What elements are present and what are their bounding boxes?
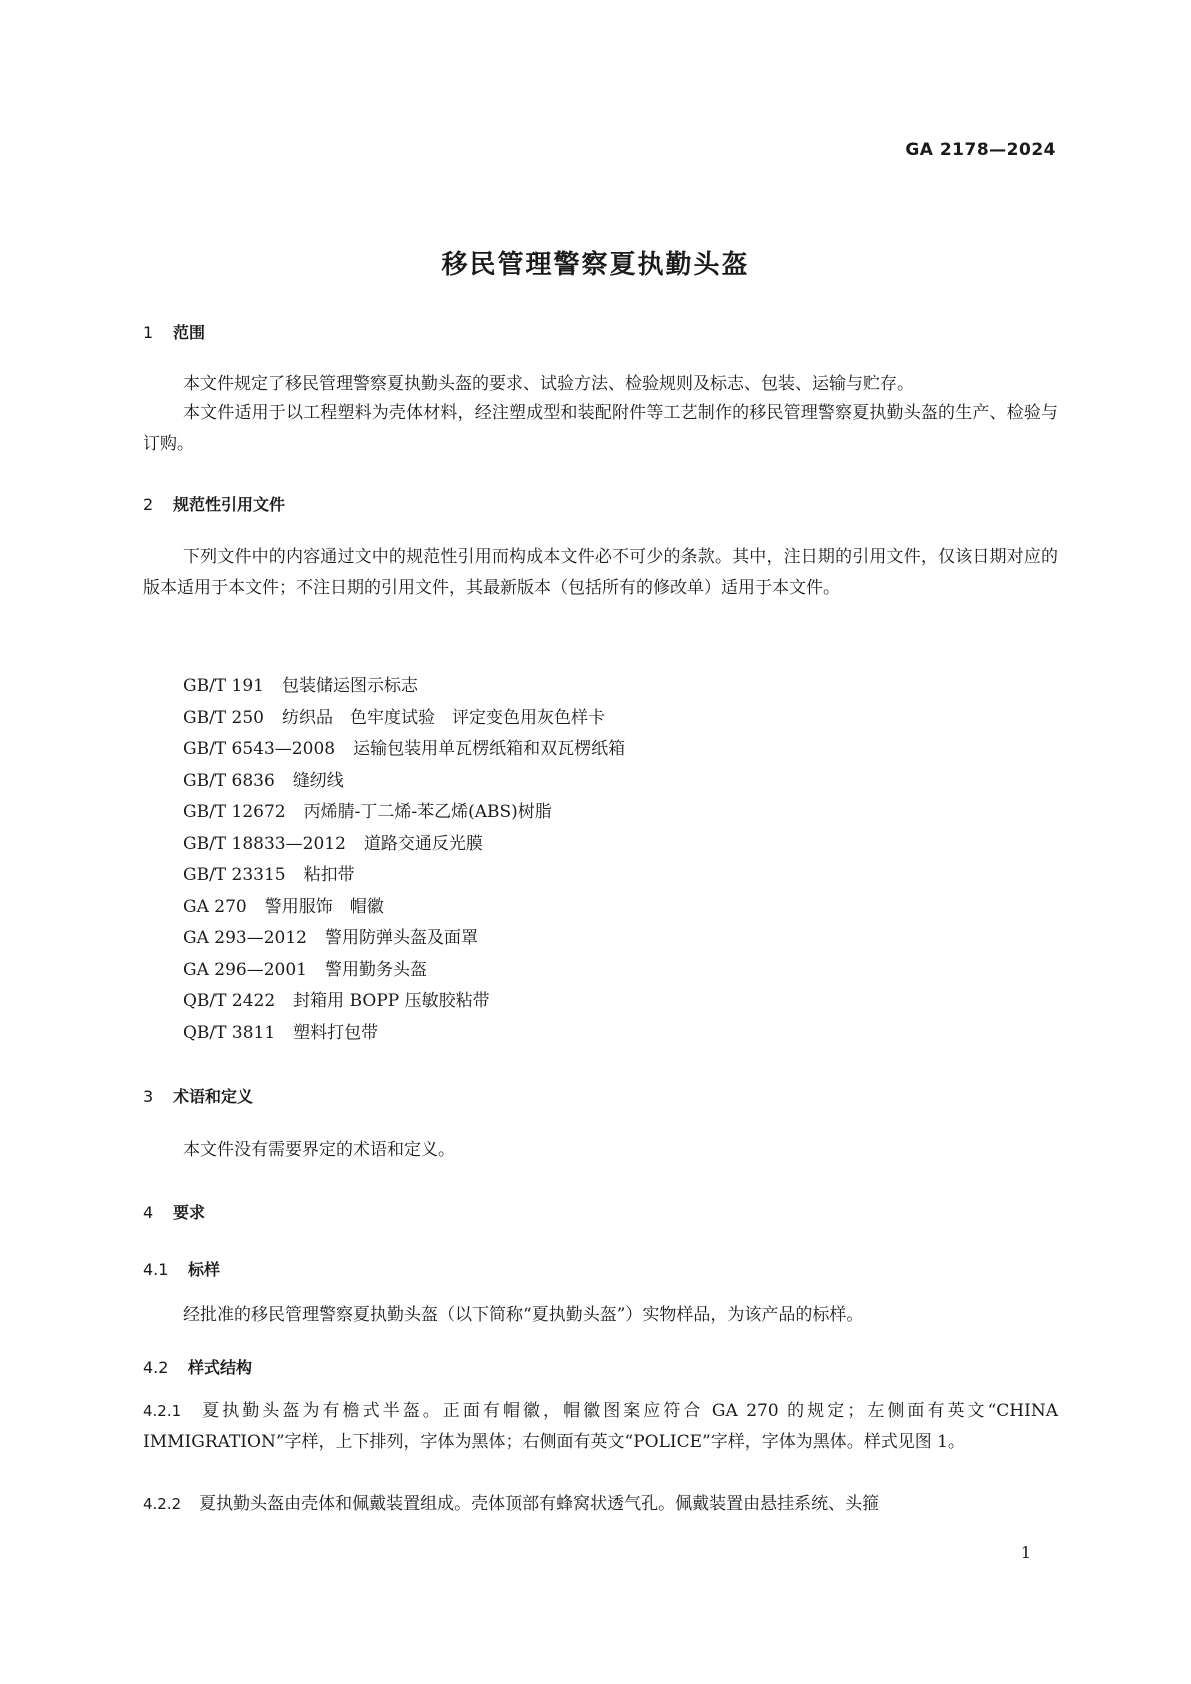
subsection-4-1-heading <box>143 1257 220 1280</box>
section-1-heading <box>143 320 205 343</box>
section-number: 4 <box>143 1203 154 1222</box>
reference-name: 运输包装用单瓦楞纸箱和双瓦楞纸箱 <box>353 739 626 759</box>
reference-name: 塑料打包带 <box>293 1022 379 1043</box>
reference-code: GB/T 191 <box>183 676 264 696</box>
subsection-number: 4.2 <box>143 1358 169 1377</box>
reference-item <box>183 1018 625 1050</box>
reference-code: GB/T 12672 <box>183 802 286 822</box>
paragraph: 本文件适用于以工程塑料为壳体材料，经注塑成型和装配附件等工艺制作的移民管理警察夏执勤头盔的生产、检验与订购。 <box>143 403 1058 454</box>
reference-name: 警用勤务头盔 <box>324 959 427 980</box>
clause-4-2-2 <box>143 1489 1058 1520</box>
section-title: 术语和定义 <box>173 1087 254 1106</box>
subsection-number: 4.1 <box>143 1260 169 1279</box>
reference-name: 警用服饰 帽徽 <box>264 896 384 917</box>
reference-name: 包装储运图示标志 <box>282 676 418 696</box>
normative-reference-list <box>183 671 625 1049</box>
paragraph: 下列文件中的内容通过文中的规范性引用而构成本文件必不可少的条款。其中，注日期的引用文件，仅该日期对应的版本适用于本文件；不注日期的引用文件，其最新版本（包括所有的修改单）适用于本文件。 <box>143 547 1058 598</box>
section-title: 要求 <box>173 1203 206 1222</box>
paragraph: 本文件规定了移民管理警察夏执勤头盔的要求、试验方法、检验规则及标志、包装、运输与贮存。 <box>183 374 914 394</box>
reference-code: GB/T 6543—2008 <box>183 739 336 759</box>
reference-code: GB/T 18833—2012 <box>183 833 346 854</box>
reference-name: 警用防弹头盔及面罩 <box>324 928 478 948</box>
reference-code: GA 293—2012 <box>183 928 307 948</box>
reference-name: 丙烯腈-丁二烯-苯乙烯(ABS)树脂 <box>303 802 552 822</box>
subsection-title: 样式结构 <box>188 1358 253 1377</box>
reference-name: 纺织品 色牢度试验 评定变色用灰色样卡 <box>282 707 605 728</box>
reference-code: GB/T 250 <box>183 707 264 728</box>
subsection-title: 标样 <box>188 1260 221 1279</box>
reference-code: GB/T 6836 <box>183 770 275 791</box>
reference-item <box>183 955 625 987</box>
paragraph: 经批准的移民管理警察夏执勤头盔（以下简称“夏执勤头盔”）实物样品，为该产品的标样。 <box>183 1305 864 1325</box>
section-4-heading <box>143 1200 205 1223</box>
reference-code: GA 296—2001 <box>183 959 307 980</box>
reference-code: QB/T 3811 <box>183 1022 276 1043</box>
reference-item <box>183 703 625 735</box>
reference-item <box>183 829 625 861</box>
page-number: 1 <box>1020 1543 1031 1562</box>
section-2-heading <box>143 492 285 515</box>
reference-item <box>183 766 625 798</box>
reference-item <box>183 734 625 766</box>
reference-name: 封箱用 BOPP 压敏胶粘带 <box>293 991 490 1011</box>
section-3-heading <box>143 1084 253 1107</box>
clause-text: 夏执勤头盔为有檐式半盔。正面有帽徽，帽徽图案应符合 GA 270 的规定；左侧面有英文“CHINA IMMIGRATION”字样，上下排列，字体为黑体；右侧面有英文“POLICE”字样，字体为黑体。样式见图 1。 <box>143 1401 1058 1452</box>
reference-item <box>183 986 625 1018</box>
standard-code: GA 2178—2024 <box>905 140 1056 160</box>
clause-number: 4.2.2 <box>143 1495 182 1513</box>
reference-item <box>183 860 625 892</box>
section-number: 1 <box>143 323 154 342</box>
reference-code: QB/T 2422 <box>183 991 276 1011</box>
reference-name: 缝纫线 <box>292 770 344 791</box>
reference-item <box>183 797 625 829</box>
section-number: 2 <box>143 495 154 514</box>
reference-code: GA 270 <box>183 896 247 917</box>
document-title: 移民管理警察夏执勤头盔 <box>441 250 750 280</box>
clause-number: 4.2.1 <box>143 1402 182 1420</box>
reference-item <box>183 671 625 703</box>
clause-4-2-1 <box>143 1396 1058 1458</box>
paragraph: 本文件没有需要界定的术语和定义。 <box>183 1140 455 1160</box>
subsection-4-2-heading <box>143 1355 252 1378</box>
reference-item <box>183 892 625 924</box>
section-title: 规范性引用文件 <box>173 495 286 514</box>
reference-name: 粘扣带 <box>303 865 355 885</box>
reference-item <box>183 923 625 955</box>
reference-name: 道路交通反光膜 <box>363 833 483 854</box>
section-number: 3 <box>143 1087 154 1106</box>
reference-code: GB/T 23315 <box>183 865 286 885</box>
section-title: 范围 <box>173 323 206 342</box>
clause-text: 夏执勤头盔由壳体和佩戴装置组成。壳体顶部有蜂窝状透气孔。佩戴装置由悬挂系统、头箍 <box>199 1494 880 1514</box>
